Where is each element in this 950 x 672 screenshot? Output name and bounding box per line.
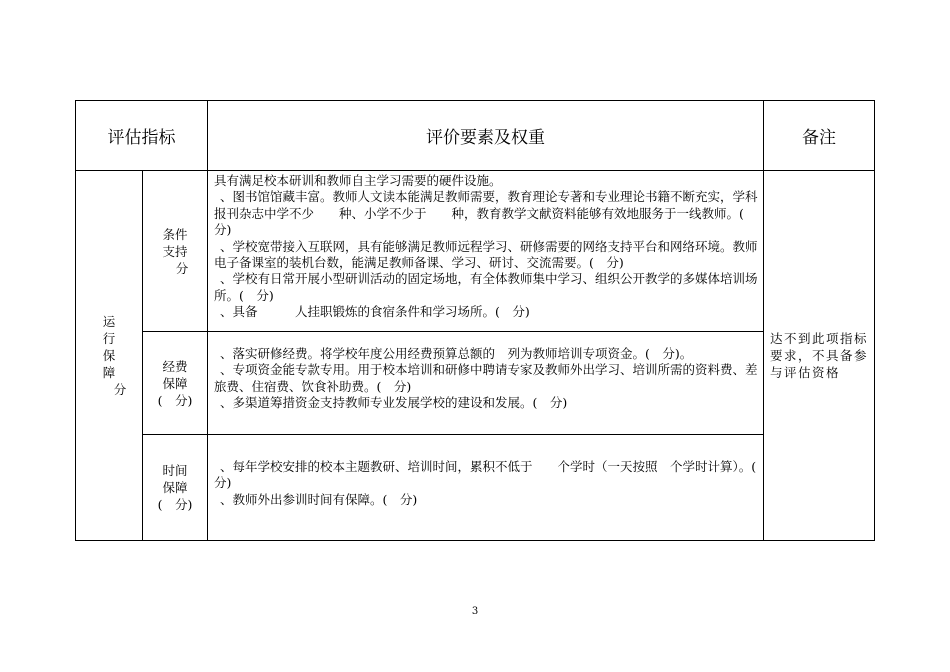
time-content [208,435,769,541]
conditions-content [208,171,764,332]
list-item: 、教师外出参训时间有保障。( 分) [220,491,418,507]
page-number: 3 [471,606,479,617]
funding-content [208,332,764,435]
header-elements-weights: 评价要素及权重 [208,101,764,171]
list-item: 、多渠道筹措资金支持教师专业发展学校的建设和发展。( 分) [220,395,568,411]
header-indicator: 评估指标 [76,101,208,171]
header-remarks: 备注 [764,101,875,171]
table-header-row [76,101,875,171]
list-item: 具有满足校本研训和教师自主学习需要的硬件设施。 [214,173,502,188]
table-row [76,171,875,332]
list-item: 、学校宽带接入互联网，具有能够满足教师远程学习、研修需要的网络支持平台和网络环境。教师电子备课室的装机台数，能满足教师备课、学习、研讨、交流需要。( 分) [214,238,758,271]
list-item: 、图书馆馆藏丰富。教师人文读本能满足教师需要，教育理论专著和专业理论书籍不断充实，学科报刊杂志中学不少 种、小学不少于 种，教育教学文献资料能够有效地服务于一线教师。( 分) [214,189,758,238]
list-item: 、具备 人挂职锻炼的食宿条件和学习场所。( 分) [220,304,530,320]
list-item: 、落实研修经费。将学校年度公用经费预算总额的 列为教师培训专项资金。( 分)。 [220,346,693,361]
category-operation-guarantee: 运 行 保 障 分 [76,171,143,541]
evaluation-table [75,100,875,541]
table-row [76,435,875,541]
remarks-note: 达不到此项指标要求，不具备参与评估资格 [764,171,875,541]
list-item: 、学校有日常开展小型研训活动的固定场地，有全体教师集中学习、组织公开教学的多媒体培训场所。( 分) [214,271,758,303]
table-row [76,332,875,435]
subcategory-time: 时间 保障 ( 分) [143,435,208,541]
list-item: 、专项资金能专款专用。用于校本培训和研修中聘请专家及教师外出学习、培训所需的资料费、差旅费、住宿费、饮食补助费。( 分) [214,362,758,394]
list-item: 、每年学校安排的校本主题教研、培训时间，累积不低于 个学时（一天按照 个学时计算）。( 分) [214,459,769,491]
subcategory-conditions: 条件 支持 分 [143,171,208,332]
subcategory-funding: 经费 保障 ( 分) [143,332,208,435]
